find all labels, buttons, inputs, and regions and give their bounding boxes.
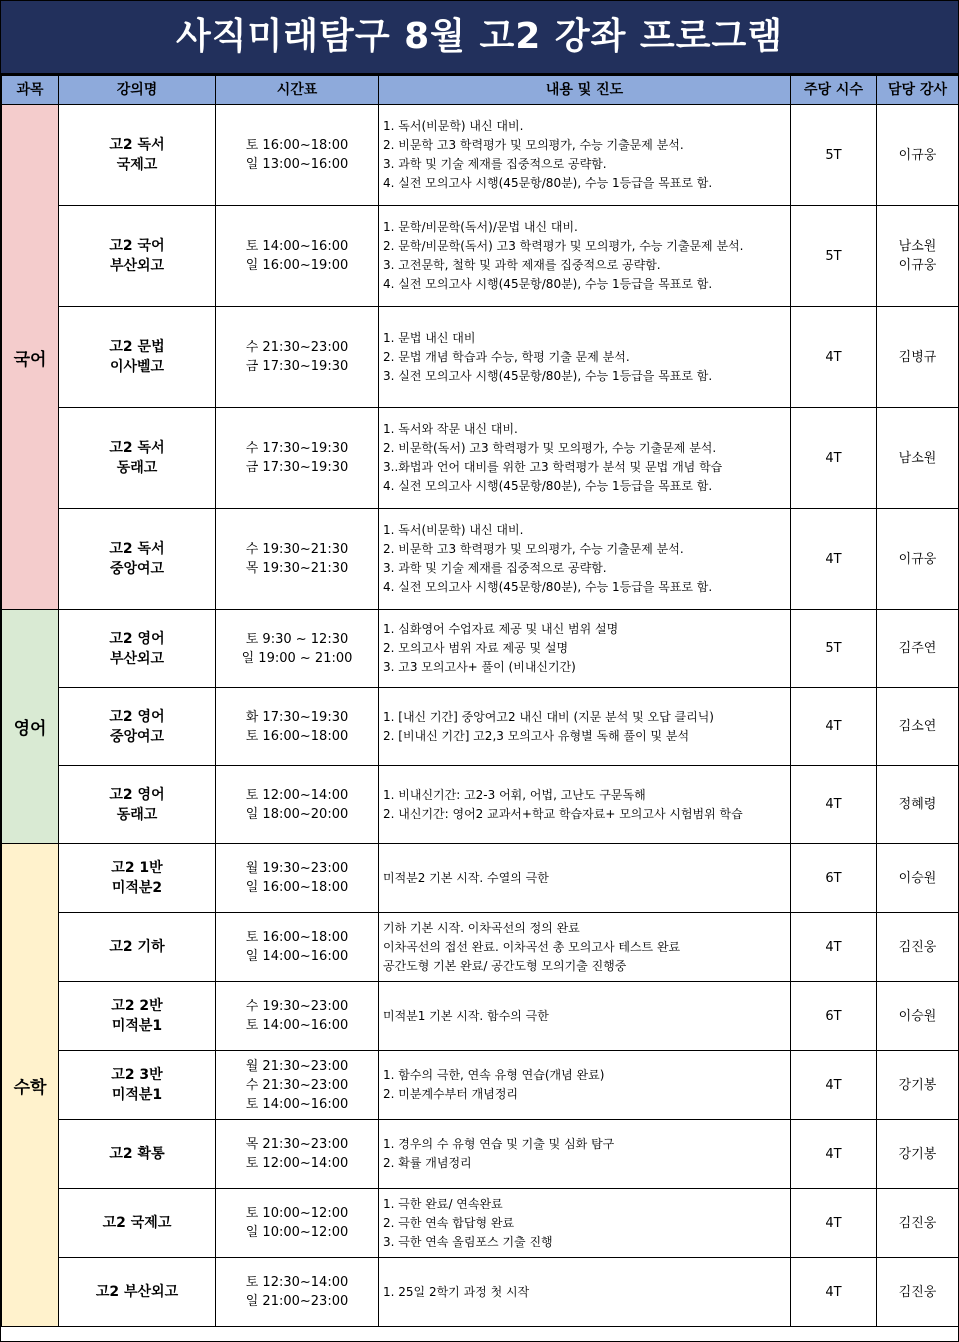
- header-course: 강의명: [59, 76, 216, 105]
- teacher-cell: [877, 307, 959, 408]
- content-cell-line: 3. 실전 모의고사 시행(45문항/80분), 수능 1등급을 목표로 함.: [383, 368, 713, 383]
- content-cell: [379, 206, 791, 307]
- content-cell-line: 3. 고전문학, 철학 및 과학 제재를 집중적으로 공략함.: [383, 258, 661, 272]
- course-cell-line: 부산외고: [109, 258, 165, 274]
- course-cell-line: 동래고: [116, 806, 158, 823]
- course-cell-line: 미적분1: [111, 1087, 163, 1103]
- course-cell-line: 고2 영어: [109, 786, 165, 803]
- schedule-cell-line: 일 10:00~12:00: [245, 1225, 349, 1240]
- header-row: [2, 76, 959, 105]
- table-row: [2, 766, 959, 844]
- content-cell-line: 1. 독서(비문학) 내신 대비.: [383, 523, 524, 537]
- content-cell: [379, 1189, 791, 1258]
- course-cell: [59, 206, 216, 307]
- content-cell-line: 2. 비문학 고3 학력평가 및 모의평가, 수능 기출문제 분석.: [383, 138, 684, 152]
- content-cell-line: 1. 독서(비문학) 내신 대비.: [383, 119, 524, 133]
- schedule-cell-line: 수 17:30~19:30: [245, 441, 349, 456]
- content-cell-line: 미적분2 기본 시작. 수열의 극한: [383, 870, 549, 885]
- schedule-cell-line: 일 18:00~20:00: [245, 806, 349, 822]
- content-cell-line: 1. 경우의 수 유형 연습 및 기출 및 심화 탐구: [383, 1137, 615, 1151]
- course-cell-line: 국제고: [116, 157, 158, 173]
- subject-cell: 국어: [2, 105, 59, 610]
- teacher-cell: [877, 766, 959, 844]
- schedule-cell-line: 토 12:00~14:00: [245, 1156, 349, 1171]
- content-cell-line: 1. 극한 완료/ 연속완료: [383, 1196, 503, 1211]
- course-cell-line: 부산외고: [109, 650, 165, 667]
- hours-cell: 4T: [791, 766, 877, 844]
- content-cell-line: 공간도형 기본 완료/ 공간도형 모의기출 진행중: [383, 958, 627, 973]
- teacher-cell-line: 이규웅: [898, 258, 937, 273]
- course-cell-line: 고2 부산외고: [95, 1284, 179, 1300]
- schedule-cell-line: 목 21:30~23:00: [245, 1137, 349, 1152]
- content-cell: [379, 913, 791, 982]
- hours-cell: 4T: [791, 688, 877, 766]
- course-cell-line: 고2 2반: [111, 998, 163, 1014]
- course-cell-line: 고2 문법: [109, 339, 165, 355]
- header-content: 내용 및 진도: [379, 76, 791, 105]
- course-cell: [59, 610, 216, 688]
- hours-cell: 6T: [791, 982, 877, 1051]
- course-cell-line: 미적분2: [111, 880, 163, 896]
- hours-cell: 4T: [791, 509, 877, 610]
- content-cell-line: 1. 문법 내신 대비: [383, 330, 476, 345]
- content-cell: [379, 766, 791, 844]
- schedule-cell-line: 수 21:30~23:00: [245, 1077, 349, 1093]
- content-cell: [379, 509, 791, 610]
- hours-cell: 4T: [791, 1051, 877, 1120]
- content-cell-line: 1. 심화영어 수업자료 제공 및 내신 범위 설명: [383, 622, 619, 636]
- schedule-cell-line: 토 16:00~18:00: [245, 728, 349, 744]
- hours-cell: 5T: [791, 610, 877, 688]
- hours-cell: 4T: [791, 408, 877, 509]
- table-row: [2, 1258, 959, 1327]
- teacher-cell: [877, 1258, 959, 1327]
- schedule-cell: [216, 688, 379, 766]
- content-cell: [379, 982, 791, 1051]
- teacher-cell-line: 김소연: [898, 719, 937, 734]
- course-cell-line: 고2 1반: [111, 860, 163, 876]
- teacher-cell-line: 강기봉: [898, 1077, 937, 1093]
- content-cell: [379, 408, 791, 509]
- schedule-cell: [216, 844, 379, 913]
- content-cell: [379, 610, 791, 688]
- content-cell: [379, 688, 791, 766]
- schedule-cell-line: 금 17:30~19:30: [245, 359, 349, 374]
- teacher-cell-line: 정혜령: [898, 797, 937, 812]
- course-cell: [59, 766, 216, 844]
- teacher-cell: [877, 408, 959, 509]
- content-cell-line: 2. 비문학 고3 학력평가 및 모의평가, 수능 기출문제 분석.: [383, 542, 684, 556]
- schedule-cell: [216, 610, 379, 688]
- schedule-cell: [216, 509, 379, 610]
- content-cell-line: 2. 문법 개념 학습과 수능, 학평 기출 문제 분석.: [383, 349, 630, 364]
- subject-cell: 수학: [2, 844, 59, 1327]
- teacher-cell-line: 이규웅: [898, 551, 937, 567]
- course-cell: [59, 408, 216, 509]
- content-cell-line: 2. 극한 연속 합답형 완료: [383, 1215, 515, 1230]
- content-cell-line: 2. 미분계수부터 개념정리: [383, 1087, 518, 1101]
- teacher-cell: [877, 1120, 959, 1189]
- content-cell-line: 4. 실전 모의고사 시행(45문항/80분), 수능 1등급을 목표로 함.: [383, 479, 713, 493]
- hours-cell: 4T: [791, 913, 877, 982]
- schedule-cell-line: 화 17:30~19:30: [245, 709, 349, 725]
- hours-cell: 5T: [791, 105, 877, 206]
- schedule-cell-line: 일 19:00 ~ 21:00: [241, 650, 353, 666]
- page-title: 사직미래탐구 8월 고2 강좌 프로그램: [1, 1, 958, 75]
- table-row: [2, 105, 959, 206]
- schedule-cell: [216, 1189, 379, 1258]
- schedule-cell-line: 월 21:30~23:00: [245, 1058, 349, 1074]
- course-cell-line: 고2 국어: [109, 238, 165, 254]
- content-cell-line: 1. 함수의 극한, 연속 유형 연습(개념 완료): [383, 1068, 605, 1082]
- content-cell: [379, 1258, 791, 1327]
- content-cell-line: 2. 확률 개념정리: [383, 1156, 472, 1170]
- course-cell-line: 고2 확통: [109, 1146, 165, 1162]
- teacher-cell: [877, 913, 959, 982]
- course-cell: [59, 105, 216, 206]
- course-cell: [59, 1051, 216, 1120]
- table-row: [2, 1189, 959, 1258]
- table-row: [2, 206, 959, 307]
- schedule-cell-line: 토 14:00~16:00: [245, 1096, 349, 1112]
- content-cell-line: 1. 25일 2학기 과정 첫 시작: [383, 1284, 530, 1299]
- content-cell-line: 2. 비문학(독서) 고3 학력평가 및 모의평가, 수능 기출문제 분석.: [383, 441, 717, 455]
- schedule-table: [1, 75, 959, 1327]
- schedule-cell-line: 토 9:30 ~ 12:30: [245, 631, 349, 647]
- content-cell-line: 3. 과학 및 기술 제재를 집중적으로 공략함.: [383, 561, 607, 575]
- schedule-cell-line: 일 21:00~23:00: [245, 1294, 349, 1309]
- teacher-cell: [877, 844, 959, 913]
- schedule-cell-line: 일 16:00~18:00: [245, 880, 349, 895]
- hours-cell: 6T: [791, 844, 877, 913]
- schedule-cell-line: 토 16:00~18:00: [245, 138, 349, 153]
- course-cell: [59, 509, 216, 610]
- teacher-cell-line: 김진웅: [898, 939, 937, 955]
- teacher-cell: [877, 105, 959, 206]
- content-cell-line: 기하 기본 시작. 이차곡선의 정의 완료: [383, 920, 580, 935]
- schedule-cell: [216, 1120, 379, 1189]
- header-schedule: 시간표: [216, 76, 379, 105]
- course-cell-line: 고2 영어: [109, 708, 165, 725]
- course-cell: [59, 307, 216, 408]
- teacher-cell: [877, 509, 959, 610]
- subject-cell: 영어: [2, 610, 59, 844]
- course-cell-line: 미적분1: [111, 1018, 163, 1034]
- schedule-cell-line: 수 19:30~21:30: [245, 542, 349, 557]
- course-cell-line: 고2 독서: [109, 137, 165, 153]
- course-cell-line: 중앙여고: [109, 728, 165, 745]
- hours-cell: 4T: [791, 1258, 877, 1327]
- schedule-cell-line: 토 12:00~14:00: [245, 787, 349, 803]
- course-cell-line: 고2 독서: [109, 440, 165, 456]
- schedule-cell-line: 일 14:00~16:00: [245, 949, 349, 964]
- table-row: [2, 1120, 959, 1189]
- table-row: [2, 307, 959, 408]
- table-row: [2, 688, 959, 766]
- content-cell-line: 1. 독서와 작문 내신 대비.: [383, 422, 518, 436]
- schedule-cell: [216, 1258, 379, 1327]
- teacher-cell: [877, 610, 959, 688]
- course-cell-line: 고2 기하: [109, 939, 165, 955]
- teacher-cell-line: 김진웅: [898, 1215, 937, 1231]
- teacher-cell-line: 남소원: [898, 239, 937, 254]
- schedule-cell-line: 수 21:30~23:00: [245, 340, 349, 355]
- hours-cell: 5T: [791, 206, 877, 307]
- course-cell: [59, 844, 216, 913]
- course-cell-line: 동래고: [116, 460, 158, 476]
- teacher-cell-line: 김진웅: [898, 1284, 937, 1300]
- content-cell-line: 이차곡선의 접선 완료. 이차곡선 총 모의고사 테스트 완료: [383, 939, 681, 954]
- course-cell-line: 고2 독서: [109, 541, 165, 557]
- teacher-cell-line: 남소원: [898, 450, 937, 466]
- teacher-cell: [877, 688, 959, 766]
- course-cell-line: 고2 3반: [111, 1067, 163, 1083]
- content-cell: [379, 307, 791, 408]
- table-row: [2, 844, 959, 913]
- teacher-cell-line: 강기봉: [898, 1146, 937, 1162]
- schedule-cell-line: 금 17:30~19:30: [245, 460, 349, 475]
- content-cell-line: 3..화법과 언어 대비를 위한 고3 학력평가 분석 및 문법 개념 학습: [383, 460, 723, 474]
- content-cell: [379, 105, 791, 206]
- content-cell-line: 1. [내신 기간] 중앙여고2 내신 대비 (지문 분석 및 오답 클리닉): [383, 709, 714, 724]
- header-subject: 과목: [2, 76, 59, 105]
- schedule-cell-line: 일 13:00~16:00: [245, 157, 349, 172]
- teacher-cell-line: 이승원: [898, 1008, 937, 1024]
- course-cell: [59, 1258, 216, 1327]
- hours-cell: 4T: [791, 307, 877, 408]
- header-hours: 주당 시수: [791, 76, 877, 105]
- course-cell: [59, 982, 216, 1051]
- course-cell-line: 고2 국제고: [102, 1215, 172, 1231]
- content-cell-line: 3. 과학 및 기술 제재를 집중적으로 공략함.: [383, 157, 607, 171]
- table-body: [2, 105, 959, 1327]
- content-cell-line: 4. 실전 모의고사 시행(45문항/80분), 수능 1등급을 목표로 함.: [383, 176, 713, 190]
- schedule-cell-line: 토 10:00~12:00: [245, 1206, 349, 1221]
- teacher-cell-line: 김주연: [898, 641, 937, 656]
- course-cell: [59, 1120, 216, 1189]
- teacher-cell: [877, 982, 959, 1051]
- schedule-cell-line: 일 16:00~19:00: [245, 258, 349, 273]
- schedule-cell-line: 토 14:00~16:00: [245, 239, 349, 254]
- schedule-cell: [216, 1051, 379, 1120]
- table-row: [2, 1051, 959, 1120]
- content-cell-line: 1. 문학/비문학(독서)/문법 내신 대비.: [383, 220, 578, 234]
- table-row: [2, 610, 959, 688]
- schedule-cell: [216, 766, 379, 844]
- course-cell: [59, 688, 216, 766]
- content-cell-line: 2. 문학/비문학(독서) 고3 학력평가 및 모의평가, 수능 기출문제 분석.: [383, 239, 744, 253]
- content-cell-line: 미적분1 기본 시작. 함수의 극한: [383, 1008, 549, 1023]
- content-cell-line: 2. 모의고사 범위 자료 제공 및 설명: [383, 641, 569, 655]
- table-row: [2, 982, 959, 1051]
- content-cell-line: 2. [비내신 기간] 고2,3 모의고사 유형별 독해 풀이 및 분석: [383, 728, 690, 743]
- schedule-cell: [216, 982, 379, 1051]
- schedule-cell-line: 토 16:00~18:00: [245, 930, 349, 945]
- schedule-cell: [216, 105, 379, 206]
- content-cell-line: 3. 극한 연속 올림포스 기출 진행: [383, 1234, 553, 1249]
- content-cell-line: 2. 내신기간: 영어2 교과서+학교 학습자료+ 모의고사 시험범위 학습: [383, 806, 743, 821]
- schedule-cell: [216, 307, 379, 408]
- header-teacher: 담당 강사: [877, 76, 959, 105]
- table-row: [2, 913, 959, 982]
- schedule-cell: [216, 206, 379, 307]
- hours-cell: 4T: [791, 1120, 877, 1189]
- teacher-cell-line: 김병규: [898, 349, 937, 365]
- teacher-cell: [877, 1189, 959, 1258]
- hours-cell: 4T: [791, 1189, 877, 1258]
- content-cell: [379, 844, 791, 913]
- course-cell-line: 이사벨고: [109, 359, 165, 375]
- content-cell-line: 4. 실전 모의고사 시행(45문항/80분), 수능 1등급을 목표로 함.: [383, 277, 713, 291]
- schedule-cell-line: 토 14:00~16:00: [245, 1018, 349, 1033]
- content-cell: [379, 1120, 791, 1189]
- course-cell: [59, 913, 216, 982]
- content-cell: [379, 1051, 791, 1120]
- schedule-cell-line: 토 12:30~14:00: [245, 1275, 349, 1290]
- schedule-cell: [216, 913, 379, 982]
- content-cell-line: 1. 비내신기간: 고2-3 어휘, 어법, 고난도 구문독해: [383, 787, 646, 802]
- table-row: [2, 509, 959, 610]
- teacher-cell: [877, 1051, 959, 1120]
- table-row: [2, 408, 959, 509]
- teacher-cell-line: 이승원: [898, 870, 937, 886]
- schedule-cell-line: 목 19:30~21:30: [245, 561, 349, 576]
- teacher-cell-line: 이규웅: [898, 147, 937, 163]
- schedule-cell-line: 수 19:30~23:00: [245, 999, 349, 1014]
- content-cell-line: 4. 실전 모의고사 시행(45문항/80분), 수능 1등급을 목표로 함.: [383, 580, 713, 594]
- course-cell-line: 중앙여고: [109, 561, 165, 577]
- course-cell: [59, 1189, 216, 1258]
- schedule-cell-line: 월 19:30~23:00: [245, 861, 349, 876]
- content-cell-line: 3. 고3 모의고사+ 풀이 (비내신기간): [383, 660, 576, 674]
- schedule-cell: [216, 408, 379, 509]
- course-cell-line: 고2 영어: [109, 630, 165, 647]
- teacher-cell: [877, 206, 959, 307]
